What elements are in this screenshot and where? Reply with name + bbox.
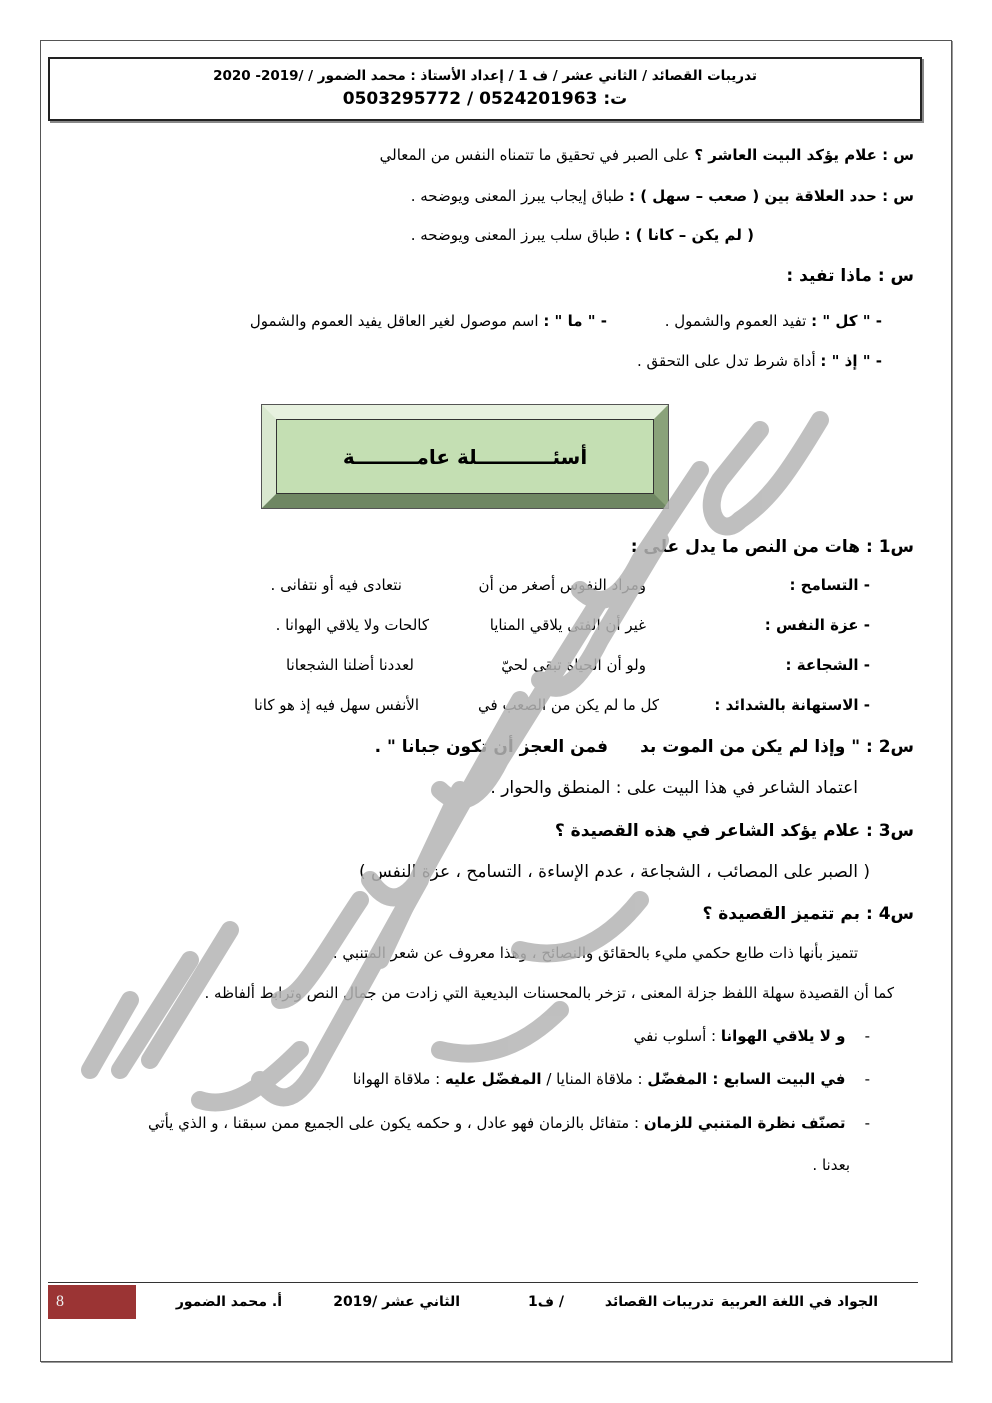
q1-verse-a-3: كل ما لم يكن من الصعب في xyxy=(478,696,659,714)
q1-term-3: - الاستهانة بالشدائد : xyxy=(714,696,870,714)
question-benefit: س : ماذا تفيد : xyxy=(786,266,914,286)
question-2-answer: اعتماد الشاعر في هذا البيت على : المنطق والحوار . xyxy=(490,778,858,798)
page-number-box xyxy=(48,1285,136,1319)
header-phone: ت: 0524201963 / 0503295772 xyxy=(342,89,628,109)
question-1: س1 : هات من النص ما يدل على : xyxy=(630,537,914,557)
q1-verse-a-2: ولو أن الحياة تبقى لحيّ xyxy=(501,656,646,674)
answer-text: طباق إيجاب يبرز المعنى ويوضحه . xyxy=(410,187,625,205)
benefit-ma: - " ما " : اسم موصول لغير العاقل يفيد العموم والشمول xyxy=(249,312,607,330)
q1-verse-b-3: الأنفس سهل فيه إذ هو كانا xyxy=(254,696,419,714)
question-4-answer-2: كما أن القصيدة سهلة اللفظ جزلة المعنى ، تزخر بالمحسنات البديعية التي زادت من جمال النص وترابط ألفاظه . xyxy=(204,984,894,1002)
q1-verse-b-2: لعددنا أضلنا الشجعانا xyxy=(286,656,414,674)
page-header xyxy=(48,57,922,121)
footer-grade: الثاني عشر /2019 xyxy=(333,1294,460,1310)
answer-text: على الصبر في تحقيق ما تتمناه النفس من المعالي xyxy=(379,146,690,164)
bullet-item-0: - و لا يلاقي الهوانا : أسلوب نفي xyxy=(633,1027,870,1045)
q1-term-2: - الشجاعة : xyxy=(785,656,870,674)
header-title: تدريبات القصائد / الثاني عشر / ف 1 / إعداد الأستاذ : محمد الضمور / /2019- 2020 xyxy=(213,68,757,84)
question-3: س3 : علام يؤكد الشاعر في هذه القصيدة ؟ xyxy=(554,821,914,841)
q1-verse-a-1: غير أن الفتى يلاقي المنايا xyxy=(489,616,646,634)
benefit-kul: - " كل " : تفيد العموم والشمول . xyxy=(664,312,882,330)
question-relation-second xyxy=(411,226,754,244)
answer-text: طباق سلب يبرز المعنى ويوضحه . xyxy=(410,226,620,244)
question-tenth-verse xyxy=(380,146,914,164)
q1-verse-b-0: نتعادى فيه أو نتفانى . xyxy=(270,576,402,594)
question-label: س : علام يؤكد البيت العاشر ؟ xyxy=(694,146,914,164)
footer-term: / ف1 xyxy=(528,1294,564,1310)
bullet-item-2: - تصنّف نظرة المتنبي للزمان : متفائل بالزمان فهو عادل ، و حكمه يكون على الجميع ممن سبقنا ، و الذي يأتي xyxy=(147,1114,870,1132)
q1-term-1: - عزة النفس : xyxy=(764,616,870,634)
footer-divider xyxy=(48,1282,918,1283)
benefit-idh: - " إذ " : أداة شرط تدل على التحقق . xyxy=(637,352,882,370)
question-2: س2 : " وإذا لم يكن من الموت بد xyxy=(640,737,914,757)
q1-term-0: - التسامح : xyxy=(789,576,870,594)
question-relation xyxy=(411,187,914,205)
q1-verse-b-1: كالحات ولا يلاقي الهوانا . xyxy=(275,616,429,634)
q1-verse-a-0: ومراد النفوس أصغر من أن xyxy=(478,576,646,594)
footer-subject: الجواد في اللغة العربية xyxy=(720,1294,878,1310)
question-label: ( لم يكن – كانا ) : xyxy=(624,226,754,244)
bullet-item-1: - في البيت السابع : المفضّل : ملاقاة المنايا / المفضّل عليه : ملاقاة الهوانا xyxy=(352,1070,870,1088)
section-title-box xyxy=(262,405,668,508)
question-4-answer-1: تتميز بأنها ذات طابع حكمي مليء بالحقائق والنصائح ، وهذا معروف عن شعر المتنبي . xyxy=(332,944,858,962)
question-4: س4 : بم تتميز القصيدة ؟ xyxy=(702,904,914,924)
bullet-item-2-continuation: بعدنا . xyxy=(812,1156,850,1174)
question-2-part-b: فمن العجز أن تكون جبانا " . xyxy=(374,737,608,757)
page-number: 8 xyxy=(56,1293,64,1310)
question-label: س : حدد العلاقة بين ( صعب – سهل ) : xyxy=(629,187,914,205)
footer-teacher: أ. محمد الضمور xyxy=(175,1294,282,1310)
section-title: أسئـــــــــــلة عامـــــــــة xyxy=(342,444,588,469)
question-3-answer: ( الصبر على المصائب ، الشجاعة ، عدم الإساءة ، التسامح ، عزة النفس ) xyxy=(358,862,870,882)
footer-topic: تدريبات القصائد xyxy=(604,1294,714,1310)
